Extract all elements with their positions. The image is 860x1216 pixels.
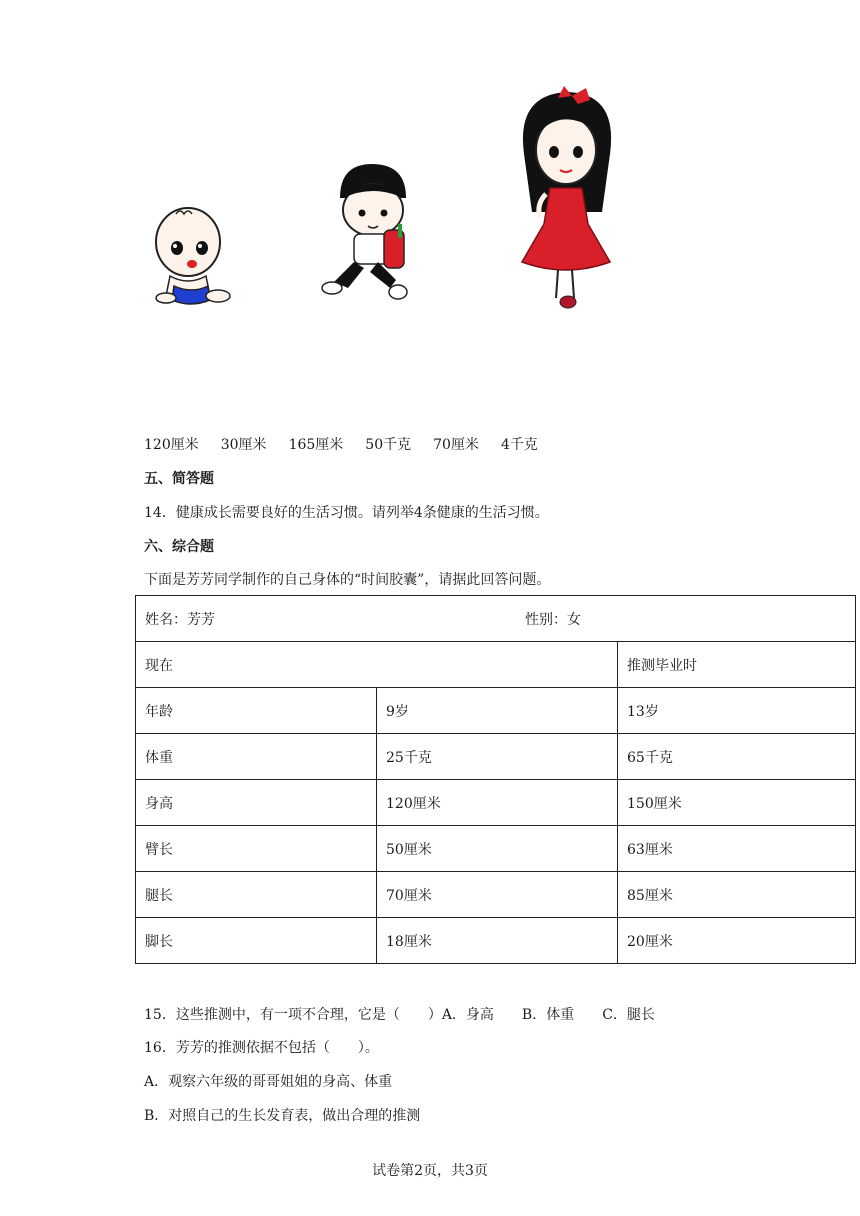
row-label: 体重 bbox=[136, 734, 377, 780]
row-now: 50厘米 bbox=[377, 826, 618, 872]
row-later: 150厘米 bbox=[618, 780, 856, 826]
row-later: 65千克 bbox=[618, 734, 856, 780]
section6-intro: 下面是芳芳同学制作的自己身体的“时间胶囊”，请据此回答问题。 bbox=[144, 572, 551, 588]
predict-header: 推测毕业时 bbox=[618, 642, 856, 688]
question-14: 14．健康成长需要良好的生活习惯。请列举4条健康的生活习惯。 bbox=[144, 505, 549, 521]
unit-option: 4千克 bbox=[500, 437, 538, 453]
unit-option: 120厘米 bbox=[144, 437, 199, 453]
units-row bbox=[144, 434, 560, 454]
unit-option: 70厘米 bbox=[433, 437, 479, 453]
row-now: 9岁 bbox=[377, 688, 618, 734]
section5-title: 五、简答题 bbox=[144, 471, 214, 487]
row-label: 腿长 bbox=[136, 872, 377, 918]
page-footer: 试卷第2页，共3页 bbox=[372, 1163, 488, 1179]
table-row bbox=[136, 780, 856, 826]
unit-option: 50千克 bbox=[365, 437, 412, 453]
row-later: 13岁 bbox=[618, 688, 856, 734]
table-row bbox=[136, 596, 856, 642]
question-16-option-b: B．对照自己的生长发育表，做出合理的推测 bbox=[144, 1108, 421, 1124]
question-16-option-a: A．观察六年级的哥哥姐姐的身高、体重 bbox=[144, 1074, 393, 1090]
now-header: 现在 bbox=[136, 642, 618, 688]
row-now: 18厘米 bbox=[377, 918, 618, 964]
row-label: 臂长 bbox=[136, 826, 377, 872]
schoolboy-figure bbox=[318, 158, 428, 308]
unit-option: 30厘米 bbox=[220, 437, 267, 453]
table-row bbox=[136, 734, 856, 780]
table-row bbox=[136, 642, 856, 688]
unit-option: 165厘米 bbox=[288, 437, 344, 453]
row-now: 120厘米 bbox=[377, 780, 618, 826]
question-15: 15．这些推测中，有一项不合理，它是（ ）A．身高 B．体重 C．腿长 bbox=[144, 1007, 655, 1023]
row-later: 20厘米 bbox=[618, 918, 856, 964]
baby-figure bbox=[148, 200, 238, 310]
time-capsule-table bbox=[135, 595, 856, 964]
row-now: 25千克 bbox=[377, 734, 618, 780]
row-now: 70厘米 bbox=[377, 872, 618, 918]
row-later: 85厘米 bbox=[618, 872, 856, 918]
row-label: 脚长 bbox=[136, 918, 377, 964]
section6-title: 六、综合题 bbox=[144, 539, 214, 555]
gender-field: 性别：女 bbox=[525, 611, 581, 628]
table-row bbox=[136, 688, 856, 734]
header-cell bbox=[136, 596, 856, 642]
question-16: 16．芳芳的推测依据不包括（ ）。 bbox=[144, 1040, 379, 1056]
row-label: 身高 bbox=[136, 780, 377, 826]
woman-red-dress-figure bbox=[510, 84, 620, 314]
table-row bbox=[136, 872, 856, 918]
row-later: 63厘米 bbox=[618, 826, 856, 872]
table-row bbox=[136, 918, 856, 964]
table-row bbox=[136, 826, 856, 872]
name-field: 姓名：芳芳 bbox=[145, 611, 215, 628]
row-label: 年龄 bbox=[136, 688, 377, 734]
